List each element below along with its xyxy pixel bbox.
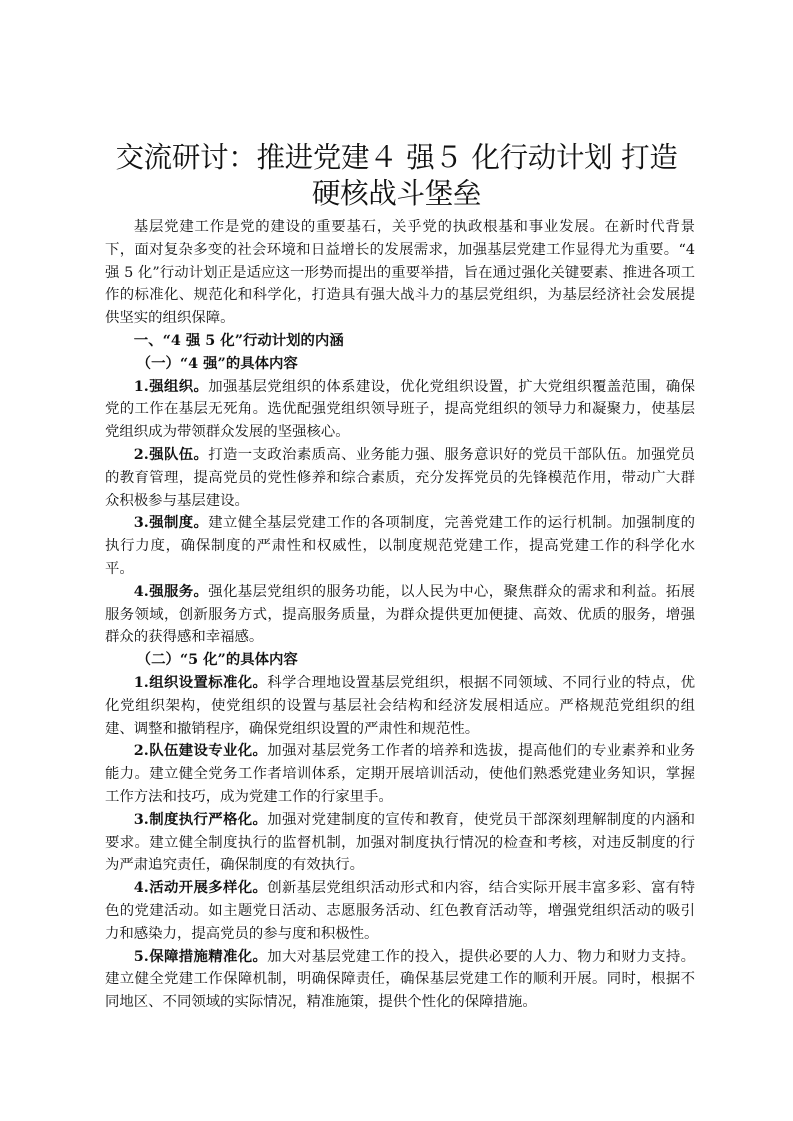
section-heading: 一、“4 强 5 化”行动计划的内涵	[133, 331, 344, 349]
item-text: 加强基层党组织的体系建设，优化党组织设置，扩大党组织覆盖范围，确保党的工作在基层无死角。选优配强党组织领导班子，提高党组织的领导力和凝聚力，使基层党组织成为带领群众发展的坚强核心。	[105, 378, 695, 441]
strong-item	[105, 581, 695, 649]
hua-item	[105, 672, 695, 740]
hua-item	[105, 740, 695, 808]
item-lead: 4.活动开展多样化。	[133, 879, 268, 897]
subsection-heading-hua: （二）“5 化”的具体内容	[136, 651, 298, 669]
item-lead: 2.队伍建设专业化。	[133, 742, 268, 760]
item-lead: 4.强服务。	[133, 582, 209, 600]
item-text: 加大对基层党建工作的投入，提供必要的人力、物力和财力支持。建立健全党建工作保障机制，明确保障责任，确保基层党建工作的顺利开展。同时，根据不同地区、不同领域的实际情况，精准施策，提供个性化的保障措施。	[105, 948, 695, 1011]
item-lead: 2.强队伍。	[133, 445, 209, 463]
strong-item	[105, 444, 695, 512]
item-lead: 1.强组织。	[133, 377, 209, 395]
strong-item	[105, 512, 695, 580]
item-lead: 5.保障措施精准化。	[133, 947, 268, 965]
strong-item	[105, 376, 695, 444]
hua-item	[105, 946, 695, 1014]
item-text: 建立健全基层党建工作的各项制度，完善党建工作的运行机制。加强制度的执行力度，确保制度的严肃性和权威性，以制度规范党建工作，提高党建工作的科学化水平。	[105, 515, 695, 577]
subsection-heading-strong: （一）“4 强”的具体内容	[136, 354, 298, 372]
item-text: 加强对基层党务工作者的培养和选拔，提高他们的专业素养和业务能力。建立健全党务工作者培训体系，定期开展培训活动，使他们熟悉党建业务知识，掌握工作方法和技巧，成为党建工作的行家里手。	[105, 743, 695, 805]
item-lead: 3.制度执行严格化。	[133, 810, 268, 828]
title-line-2: 硬核战斗堡垒	[311, 177, 482, 210]
item-text: 强化基层党组织的服务功能，以人民为中心，聚焦群众的需求和利益。拓展服务领域，创新服务方式，提高服务质量，为群众提供更加便捷、高效、优质的服务，增强群众的获得感和幸福感。	[105, 583, 695, 646]
document-body	[105, 216, 695, 1014]
hua-item	[105, 809, 695, 877]
title-line-1: 交流研讨：推进党建４ 强５ 化行动计划 打造	[115, 141, 678, 174]
item-text: 科学合理地设置基层党组织，根据不同领域、不同行业的特点，优化党组织架构，使党组织的设置与基层社会结构和经济发展相适应。严格规范党组织的组建、调整和撤销程序，确保党组织设置的严肃性和规范性。	[105, 674, 695, 737]
item-text: 创新基层党组织活动形式和内容，结合实际开展丰富多彩、富有特色的党建活动。如主题党日活动、志愿服务活动、红色教育活动等，增强党组织活动的吸引力和感染力，提高党员的参与度和积极性。	[105, 880, 695, 942]
hua-item	[105, 877, 695, 945]
document-title	[100, 140, 693, 212]
item-text: 打造一支政治素质高、业务能力强、服务意识好的党员干部队伍。加强党员的教育管理，提高党员的党性修养和综合素质，充分发挥党员的先锋模范作用，带动广大群众积极参与基层建设。	[105, 446, 695, 509]
item-lead: 3.强制度。	[133, 514, 209, 532]
item-text: 加强对党建制度的宣传和教育，使党员干部深刻理解制度的内涵和要求。建立健全制度执行的监督机制，加强对制度执行情况的检查和考核，对违反制度的行为严肃追究责任，确保制度的有效执行。	[105, 811, 695, 874]
item-lead: 1.组织设置标准化。	[133, 673, 268, 691]
intro-paragraph: 基层党建工作是党的建设的重要基石，关乎党的执政根基和事业发展。在新时代背景下，面对复杂多变的社会环境和日益增长的发展需求，加强基层党建工作显得尤为重要。“4 强 5 化”行动计划正是适应这一形势而提出的重要举措，旨在通过强化关键要素、推进各项工作的标准化、规范化和科学化，打造具有强大战斗力的基层党组织，为基层经济社会发展提供坚实的组织保障。	[105, 219, 695, 327]
